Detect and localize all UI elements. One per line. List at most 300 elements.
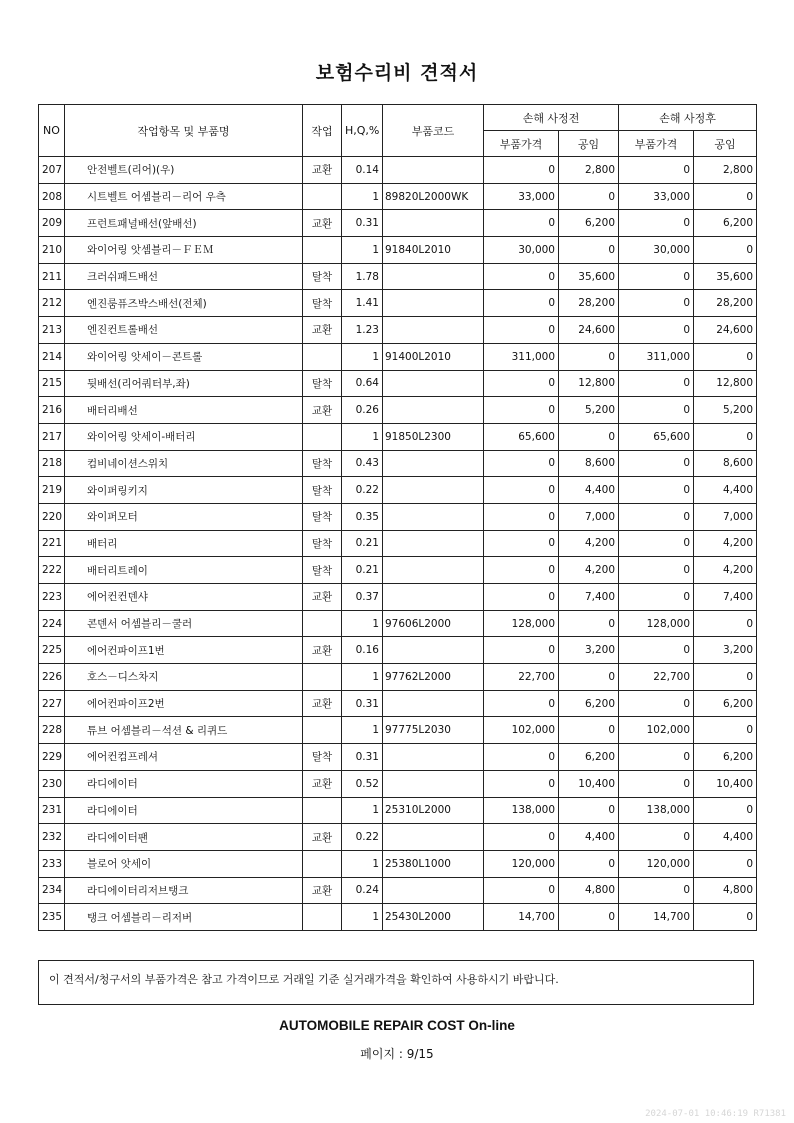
cell-item-name: 뒷배선(리어쿼터부,좌) bbox=[65, 370, 303, 397]
cell-part-code bbox=[383, 450, 484, 477]
cell-item-name: 탱크 어셈블리－리저버 bbox=[65, 904, 303, 931]
cell-labor-after: 0 bbox=[694, 850, 757, 877]
cell-labor-after: 0 bbox=[694, 610, 757, 637]
table-row bbox=[39, 263, 757, 290]
cell-item-name: 에어컨파이프1번 bbox=[65, 637, 303, 664]
cell-labor-before: 0 bbox=[559, 183, 619, 210]
table-row bbox=[39, 770, 757, 797]
cell-part-price-before: 128,000 bbox=[484, 610, 559, 637]
cell-item-name: 에어컨컴프레셔 bbox=[65, 744, 303, 771]
cell-part-price-before: 0 bbox=[484, 450, 559, 477]
document-title: 보험수리비 견적서 bbox=[315, 62, 479, 84]
cell-part-price-after: 120,000 bbox=[619, 850, 694, 877]
cell-labor-before: 0 bbox=[559, 664, 619, 691]
cell-no: 221 bbox=[39, 530, 65, 557]
cell-labor-after: 0 bbox=[694, 717, 757, 744]
cell-labor-before: 4,400 bbox=[559, 824, 619, 851]
cell-part-price-before: 0 bbox=[484, 477, 559, 504]
cell-hq: 1 bbox=[342, 797, 383, 824]
col-header-part-price-after: 부품가격 bbox=[619, 131, 694, 157]
cell-hq: 0.16 bbox=[342, 637, 383, 664]
cell-part-price-before: 0 bbox=[484, 370, 559, 397]
cell-part-code bbox=[383, 370, 484, 397]
cell-part-code bbox=[383, 317, 484, 344]
cell-no: 228 bbox=[39, 717, 65, 744]
cell-part-code: 97762L2000 bbox=[383, 664, 484, 691]
col-header-labor-before: 공임 bbox=[559, 131, 619, 157]
cell-part-code bbox=[383, 877, 484, 904]
cell-no: 209 bbox=[39, 210, 65, 237]
table-row bbox=[39, 210, 757, 237]
cell-no: 210 bbox=[39, 237, 65, 264]
cell-hq: 1 bbox=[342, 237, 383, 264]
cell-part-code bbox=[383, 157, 484, 184]
cell-part-code bbox=[383, 770, 484, 797]
cell-hq: 0.31 bbox=[342, 744, 383, 771]
cell-item-name: 배터리배선 bbox=[65, 397, 303, 424]
cell-no: 231 bbox=[39, 797, 65, 824]
cell-work: 교환 bbox=[303, 397, 342, 424]
cell-item-name: 배터리트레이 bbox=[65, 557, 303, 584]
cell-labor-before: 0 bbox=[559, 610, 619, 637]
table-body bbox=[39, 157, 757, 931]
cell-no: 222 bbox=[39, 557, 65, 584]
cell-part-price-after: 0 bbox=[619, 744, 694, 771]
cell-hq: 0.37 bbox=[342, 584, 383, 611]
cell-part-code bbox=[383, 290, 484, 317]
cell-labor-before: 0 bbox=[559, 850, 619, 877]
col-header-no: NO bbox=[39, 105, 65, 157]
cell-part-price-before: 0 bbox=[484, 210, 559, 237]
cell-part-price-before: 0 bbox=[484, 690, 559, 717]
cell-part-code: 91840L2010 bbox=[383, 237, 484, 264]
cell-part-code bbox=[383, 210, 484, 237]
cell-labor-after: 4,400 bbox=[694, 477, 757, 504]
cell-part-price-after: 0 bbox=[619, 690, 694, 717]
cell-work: 탈착 bbox=[303, 503, 342, 530]
cell-part-price-after: 0 bbox=[619, 370, 694, 397]
cell-labor-before: 24,600 bbox=[559, 317, 619, 344]
cell-no: 219 bbox=[39, 477, 65, 504]
footer-title: AUTOMOBILE REPAIR COST On-line bbox=[279, 1018, 515, 1033]
cell-labor-before: 0 bbox=[559, 423, 619, 450]
cell-item-name: 와이어링 앗세이-배터리 bbox=[65, 423, 303, 450]
cell-part-code: 25380L1000 bbox=[383, 850, 484, 877]
cell-work: 탈착 bbox=[303, 530, 342, 557]
cell-labor-after: 7,000 bbox=[694, 503, 757, 530]
cell-part-price-after: 0 bbox=[619, 317, 694, 344]
cell-labor-after: 4,800 bbox=[694, 877, 757, 904]
cell-item-name: 라디에이터리저브탱크 bbox=[65, 877, 303, 904]
cell-part-price-before: 120,000 bbox=[484, 850, 559, 877]
cell-no: 235 bbox=[39, 904, 65, 931]
cell-item-name: 엔진룸퓨즈박스배선(전체) bbox=[65, 290, 303, 317]
cell-part-price-before: 14,700 bbox=[484, 904, 559, 931]
cell-part-price-after: 33,000 bbox=[619, 183, 694, 210]
cell-labor-before: 4,800 bbox=[559, 877, 619, 904]
cell-hq: 0.31 bbox=[342, 690, 383, 717]
cell-part-price-after: 102,000 bbox=[619, 717, 694, 744]
cell-item-name: 와이퍼모터 bbox=[65, 503, 303, 530]
cell-item-name: 시트벨트 어셈블리－리어 우측 bbox=[65, 183, 303, 210]
table-row bbox=[39, 664, 757, 691]
cell-work: 탈착 bbox=[303, 450, 342, 477]
table-row bbox=[39, 610, 757, 637]
cell-labor-before: 3,200 bbox=[559, 637, 619, 664]
cell-no: 211 bbox=[39, 263, 65, 290]
cell-labor-after: 35,600 bbox=[694, 263, 757, 290]
cell-work: 교환 bbox=[303, 637, 342, 664]
cell-work: 교환 bbox=[303, 210, 342, 237]
cell-labor-after: 4,400 bbox=[694, 824, 757, 851]
cell-labor-after: 0 bbox=[694, 423, 757, 450]
cell-hq: 1.41 bbox=[342, 290, 383, 317]
cell-no: 217 bbox=[39, 423, 65, 450]
cell-no: 213 bbox=[39, 317, 65, 344]
cell-part-price-after: 0 bbox=[619, 290, 694, 317]
cell-labor-before: 6,200 bbox=[559, 744, 619, 771]
cell-labor-before: 35,600 bbox=[559, 263, 619, 290]
cell-work: 교환 bbox=[303, 690, 342, 717]
cell-part-code bbox=[383, 690, 484, 717]
cell-part-price-before: 102,000 bbox=[484, 717, 559, 744]
cell-labor-before: 12,800 bbox=[559, 370, 619, 397]
cell-no: 215 bbox=[39, 370, 65, 397]
table-row bbox=[39, 637, 757, 664]
cell-work: 탈착 bbox=[303, 477, 342, 504]
cell-work: 교환 bbox=[303, 824, 342, 851]
cell-labor-after: 10,400 bbox=[694, 770, 757, 797]
cell-part-code bbox=[383, 557, 484, 584]
table-row bbox=[39, 450, 757, 477]
cell-labor-before: 4,200 bbox=[559, 530, 619, 557]
cell-part-code: 25430L2000 bbox=[383, 904, 484, 931]
cell-item-name: 안전벨트(리어)(우) bbox=[65, 157, 303, 184]
cell-no: 225 bbox=[39, 637, 65, 664]
cell-labor-after: 7,400 bbox=[694, 584, 757, 611]
cell-part-price-before: 22,700 bbox=[484, 664, 559, 691]
cell-part-price-before: 0 bbox=[484, 637, 559, 664]
table-row bbox=[39, 477, 757, 504]
cell-labor-before: 0 bbox=[559, 343, 619, 370]
cell-hq: 1 bbox=[342, 610, 383, 637]
cell-work: 교환 bbox=[303, 317, 342, 344]
table-row bbox=[39, 877, 757, 904]
cell-part-code bbox=[383, 824, 484, 851]
cell-part-price-after: 0 bbox=[619, 557, 694, 584]
cell-item-name: 배터리 bbox=[65, 530, 303, 557]
cell-hq: 1.78 bbox=[342, 263, 383, 290]
cell-hq: 1 bbox=[342, 183, 383, 210]
cell-labor-after: 0 bbox=[694, 904, 757, 931]
cell-hq: 0.43 bbox=[342, 450, 383, 477]
cell-hq: 0.21 bbox=[342, 530, 383, 557]
cell-no: 230 bbox=[39, 770, 65, 797]
cell-hq: 0.22 bbox=[342, 824, 383, 851]
cell-part-price-after: 0 bbox=[619, 503, 694, 530]
cell-item-name: 와이퍼링키지 bbox=[65, 477, 303, 504]
cell-part-price-after: 30,000 bbox=[619, 237, 694, 264]
cell-part-price-before: 0 bbox=[484, 584, 559, 611]
cell-item-name: 호스－디스차지 bbox=[65, 664, 303, 691]
cell-hq: 1 bbox=[342, 343, 383, 370]
cell-part-price-after: 0 bbox=[619, 157, 694, 184]
cell-work bbox=[303, 850, 342, 877]
cell-no: 212 bbox=[39, 290, 65, 317]
cell-part-price-before: 0 bbox=[484, 157, 559, 184]
cell-no: 226 bbox=[39, 664, 65, 691]
cell-labor-after: 5,200 bbox=[694, 397, 757, 424]
cell-part-price-before: 0 bbox=[484, 557, 559, 584]
cell-part-code bbox=[383, 477, 484, 504]
cell-part-code bbox=[383, 503, 484, 530]
cell-work: 교환 bbox=[303, 584, 342, 611]
cell-work bbox=[303, 343, 342, 370]
cell-work bbox=[303, 610, 342, 637]
cell-labor-after: 3,200 bbox=[694, 637, 757, 664]
cell-part-price-before: 0 bbox=[484, 263, 559, 290]
cell-part-price-after: 0 bbox=[619, 584, 694, 611]
cell-item-name: 튜브 어셈블리－석션 & 리퀴드 bbox=[65, 717, 303, 744]
cell-labor-after: 2,800 bbox=[694, 157, 757, 184]
cell-part-price-after: 0 bbox=[619, 824, 694, 851]
cell-labor-after: 24,600 bbox=[694, 317, 757, 344]
cell-labor-after: 4,200 bbox=[694, 530, 757, 557]
cell-part-code bbox=[383, 530, 484, 557]
cell-labor-after: 6,200 bbox=[694, 690, 757, 717]
cell-part-code: 25310L2000 bbox=[383, 797, 484, 824]
col-header-work: 작업 bbox=[303, 105, 342, 157]
cell-part-price-before: 0 bbox=[484, 877, 559, 904]
cell-no: 223 bbox=[39, 584, 65, 611]
cell-work bbox=[303, 664, 342, 691]
cell-labor-after: 0 bbox=[694, 664, 757, 691]
cell-no: 218 bbox=[39, 450, 65, 477]
cell-labor-after: 0 bbox=[694, 343, 757, 370]
cell-hq: 0.35 bbox=[342, 503, 383, 530]
cell-labor-after: 6,200 bbox=[694, 210, 757, 237]
table-row bbox=[39, 744, 757, 771]
table-row bbox=[39, 557, 757, 584]
cell-work bbox=[303, 183, 342, 210]
col-header-code: 부품코드 bbox=[383, 105, 484, 157]
table-row bbox=[39, 584, 757, 611]
cell-no: 208 bbox=[39, 183, 65, 210]
cell-item-name: 콘덴서 어셈블리－쿨러 bbox=[65, 610, 303, 637]
table-row bbox=[39, 824, 757, 851]
cell-labor-before: 4,200 bbox=[559, 557, 619, 584]
cell-labor-after: 8,600 bbox=[694, 450, 757, 477]
cell-labor-after: 0 bbox=[694, 797, 757, 824]
cell-hq: 0.31 bbox=[342, 210, 383, 237]
table-row bbox=[39, 370, 757, 397]
cell-hq: 1.23 bbox=[342, 317, 383, 344]
cell-part-price-after: 0 bbox=[619, 263, 694, 290]
cell-no: 229 bbox=[39, 744, 65, 771]
cell-work: 교환 bbox=[303, 157, 342, 184]
cell-work bbox=[303, 423, 342, 450]
page-number: 페이지 : 9/15 bbox=[360, 1047, 434, 1061]
cell-work: 교환 bbox=[303, 770, 342, 797]
cell-no: 224 bbox=[39, 610, 65, 637]
cell-part-code bbox=[383, 263, 484, 290]
cell-no: 227 bbox=[39, 690, 65, 717]
cell-part-price-after: 0 bbox=[619, 477, 694, 504]
cell-work: 교환 bbox=[303, 877, 342, 904]
cell-hq: 0.21 bbox=[342, 557, 383, 584]
cell-part-code: 97775L2030 bbox=[383, 717, 484, 744]
cell-no: 220 bbox=[39, 503, 65, 530]
col-header-part-price-before: 부품가격 bbox=[484, 131, 559, 157]
cell-item-name: 에어컨파이프2번 bbox=[65, 690, 303, 717]
cell-work: 탈착 bbox=[303, 744, 342, 771]
cell-labor-after: 28,200 bbox=[694, 290, 757, 317]
cell-part-price-before: 0 bbox=[484, 397, 559, 424]
cell-part-code bbox=[383, 397, 484, 424]
estimate-table bbox=[38, 104, 757, 931]
cell-part-price-after: 65,600 bbox=[619, 423, 694, 450]
cell-part-code: 89820L2000WK bbox=[383, 183, 484, 210]
table-row bbox=[39, 183, 757, 210]
cell-part-price-after: 0 bbox=[619, 770, 694, 797]
cell-labor-before: 6,200 bbox=[559, 210, 619, 237]
cell-item-name: 엔진컨트롤배선 bbox=[65, 317, 303, 344]
cell-item-name: 라디에이터팬 bbox=[65, 824, 303, 851]
cell-part-price-after: 0 bbox=[619, 877, 694, 904]
table-row bbox=[39, 423, 757, 450]
cell-part-price-before: 0 bbox=[484, 503, 559, 530]
cell-part-price-after: 311,000 bbox=[619, 343, 694, 370]
table-row bbox=[39, 157, 757, 184]
cell-labor-before: 4,400 bbox=[559, 477, 619, 504]
cell-part-price-before: 33,000 bbox=[484, 183, 559, 210]
cell-part-price-after: 0 bbox=[619, 637, 694, 664]
cell-item-name: 와이어링 앗셈블리－ＦＥＭ bbox=[65, 237, 303, 264]
col-header-item: 작업항목 및 부품명 bbox=[65, 105, 303, 157]
cell-hq: 0.64 bbox=[342, 370, 383, 397]
notice-text: 이 견적서/청구서의 부품가격은 참고 가격이므로 거래일 기준 실거래가격을 확인하여 사용하시기 바랍니다. bbox=[49, 973, 559, 986]
cell-work: 탈착 bbox=[303, 370, 342, 397]
cell-hq: 1 bbox=[342, 904, 383, 931]
cell-hq: 1 bbox=[342, 664, 383, 691]
cell-no: 214 bbox=[39, 343, 65, 370]
cell-part-code: 91850L2300 bbox=[383, 423, 484, 450]
cell-item-name: 프런트패널배선(앞배선) bbox=[65, 210, 303, 237]
table-row bbox=[39, 690, 757, 717]
cell-part-price-after: 0 bbox=[619, 397, 694, 424]
cell-labor-before: 8,600 bbox=[559, 450, 619, 477]
cell-item-name: 라디에이터 bbox=[65, 770, 303, 797]
cell-item-name: 블로어 앗세이 bbox=[65, 850, 303, 877]
cell-labor-before: 7,400 bbox=[559, 584, 619, 611]
cell-part-price-before: 0 bbox=[484, 530, 559, 557]
cell-hq: 0.52 bbox=[342, 770, 383, 797]
cell-part-code bbox=[383, 744, 484, 771]
cell-part-price-after: 14,700 bbox=[619, 904, 694, 931]
cell-hq: 0.26 bbox=[342, 397, 383, 424]
cell-no: 232 bbox=[39, 824, 65, 851]
cell-labor-before: 7,000 bbox=[559, 503, 619, 530]
cell-part-price-before: 0 bbox=[484, 824, 559, 851]
table-row bbox=[39, 317, 757, 344]
cell-part-code bbox=[383, 637, 484, 664]
col-group-before: 손해 사정전 bbox=[484, 105, 619, 131]
cell-labor-before: 0 bbox=[559, 717, 619, 744]
cell-part-price-after: 128,000 bbox=[619, 610, 694, 637]
table-row bbox=[39, 503, 757, 530]
cell-part-price-before: 0 bbox=[484, 744, 559, 771]
cell-part-price-before: 0 bbox=[484, 770, 559, 797]
table-row bbox=[39, 290, 757, 317]
cell-no: 234 bbox=[39, 877, 65, 904]
cell-part-price-after: 0 bbox=[619, 450, 694, 477]
cell-item-name: 와이어링 앗세이－콘트롤 bbox=[65, 343, 303, 370]
cell-no: 216 bbox=[39, 397, 65, 424]
cell-work bbox=[303, 717, 342, 744]
cell-item-name: 크러쉬패드배선 bbox=[65, 263, 303, 290]
col-group-after: 손해 사정후 bbox=[619, 105, 757, 131]
cell-labor-after: 4,200 bbox=[694, 557, 757, 584]
cell-item-name: 컴비네이션스위치 bbox=[65, 450, 303, 477]
cell-part-price-before: 65,600 bbox=[484, 423, 559, 450]
cell-hq: 0.24 bbox=[342, 877, 383, 904]
cell-hq: 1 bbox=[342, 717, 383, 744]
cell-part-code: 97606L2000 bbox=[383, 610, 484, 637]
cell-no: 233 bbox=[39, 850, 65, 877]
cell-item-name: 라디에이터 bbox=[65, 797, 303, 824]
cell-labor-after: 0 bbox=[694, 183, 757, 210]
cell-part-price-before: 30,000 bbox=[484, 237, 559, 264]
cell-work: 탈착 bbox=[303, 557, 342, 584]
cell-work: 탈착 bbox=[303, 263, 342, 290]
table-row bbox=[39, 530, 757, 557]
cell-work bbox=[303, 797, 342, 824]
cell-labor-before: 5,200 bbox=[559, 397, 619, 424]
table-row bbox=[39, 850, 757, 877]
cell-part-price-before: 138,000 bbox=[484, 797, 559, 824]
cell-part-code bbox=[383, 584, 484, 611]
cell-labor-before: 6,200 bbox=[559, 690, 619, 717]
cell-labor-before: 28,200 bbox=[559, 290, 619, 317]
cell-part-price-after: 22,700 bbox=[619, 664, 694, 691]
cell-part-price-after: 138,000 bbox=[619, 797, 694, 824]
table-row bbox=[39, 797, 757, 824]
cell-labor-after: 12,800 bbox=[694, 370, 757, 397]
table-row bbox=[39, 397, 757, 424]
cell-no: 207 bbox=[39, 157, 65, 184]
cell-part-price-before: 311,000 bbox=[484, 343, 559, 370]
table-row bbox=[39, 343, 757, 370]
cell-part-code: 91400L2010 bbox=[383, 343, 484, 370]
table-row bbox=[39, 904, 757, 931]
cell-work bbox=[303, 904, 342, 931]
table-row bbox=[39, 717, 757, 744]
cell-labor-before: 0 bbox=[559, 237, 619, 264]
cell-item-name: 에어컨컨덴샤 bbox=[65, 584, 303, 611]
print-timestamp: 2024-07-01 10:46:19 R71381 bbox=[645, 1109, 786, 1119]
notice-box bbox=[38, 960, 754, 1005]
cell-labor-before: 2,800 bbox=[559, 157, 619, 184]
cell-part-price-before: 0 bbox=[484, 290, 559, 317]
cell-part-price-after: 0 bbox=[619, 210, 694, 237]
cell-work: 탈착 bbox=[303, 290, 342, 317]
table-row bbox=[39, 237, 757, 264]
header-row-1 bbox=[39, 105, 757, 131]
cell-hq: 0.22 bbox=[342, 477, 383, 504]
cell-labor-before: 0 bbox=[559, 904, 619, 931]
cell-labor-before: 0 bbox=[559, 797, 619, 824]
cell-hq: 1 bbox=[342, 850, 383, 877]
